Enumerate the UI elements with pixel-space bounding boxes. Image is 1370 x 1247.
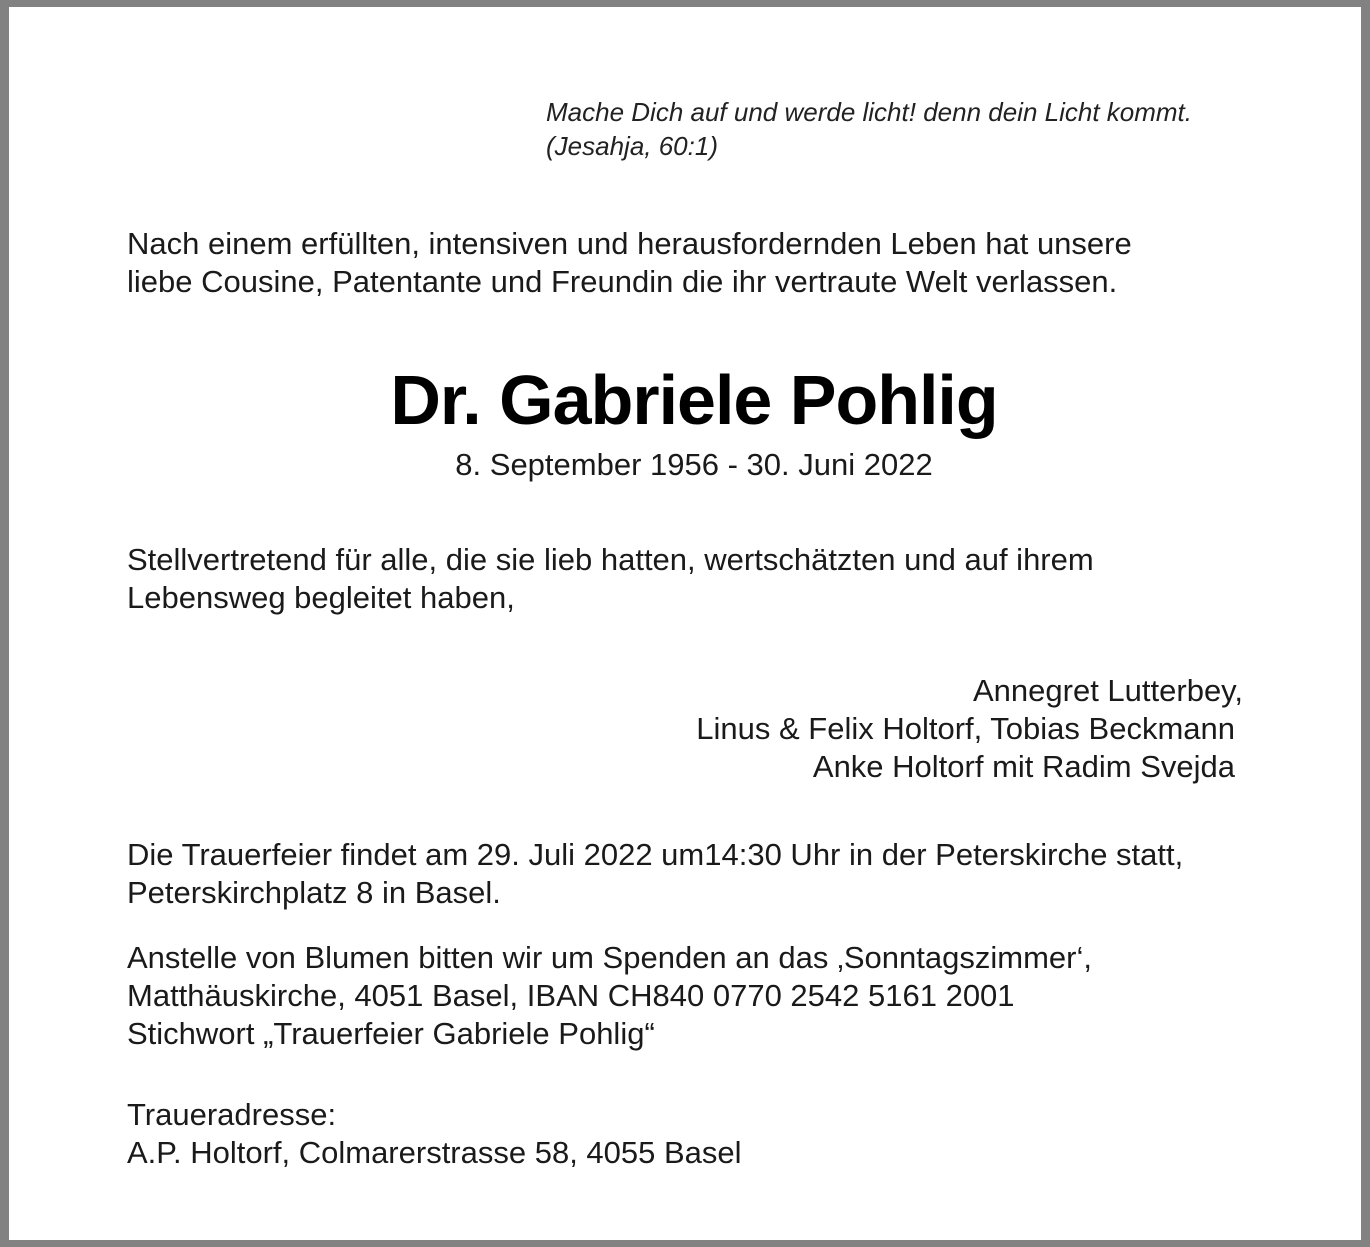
representation-paragraph	[127, 541, 1094, 617]
donation-line-3: Stichwort „Trauerfeier Gabriele Pohlig“	[127, 1016, 655, 1051]
bible-quote-source: (Jesahja, 60:1)	[546, 131, 718, 161]
address-paragraph	[127, 1096, 742, 1172]
donation-line-2: Matthäuskirche, 4051 Basel, IBAN CH840 0770 2542 5161 2001	[127, 978, 1015, 1013]
intro-line-2: liebe Cousine, Patentante und Freundin die ihr vertraute Welt verlassen.	[127, 264, 1118, 299]
ceremony-line-1: Die Trauerfeier findet am 29. Juli 2022 um14:30 Uhr in der Peterskirche statt,	[127, 837, 1184, 872]
deceased-name: Dr. Gabriele Pohlig	[390, 361, 998, 439]
bible-quote-text: Mache Dich auf und werde licht! denn dein Licht kommt.	[546, 97, 1193, 127]
ceremony-line-2: Peterskirchplatz 8 in Basel.	[127, 875, 501, 910]
donation-line-1: Anstelle von Blumen bitten wir um Spenden an das ‚Sonntagszimmer‘,	[127, 940, 1092, 975]
representation-line-2: Lebensweg begleitet haben,	[127, 580, 515, 615]
representation-line-1: Stellvertretend für alle, die sie lieb hatten, wertschätzten und auf ihrem	[127, 542, 1094, 577]
address-value: A.P. Holtorf, Colmarerstrasse 58, 4055 Basel	[127, 1135, 742, 1170]
donation-paragraph	[127, 939, 1092, 1053]
signer: Anke Holtorf mit Radim Svejda	[812, 749, 1235, 784]
signers-list	[696, 672, 1243, 786]
address-label: Traueradresse:	[127, 1097, 337, 1132]
signer: Linus & Felix Holtorf, Tobias Beckmann	[696, 711, 1235, 746]
intro-paragraph	[127, 225, 1132, 301]
intro-line-1: Nach einem erfüllten, intensiven und herausfordernden Leben hat unsere	[127, 226, 1132, 261]
bible-quote	[546, 95, 1192, 163]
signer: Annegret Lutterbey,	[973, 673, 1243, 708]
ceremony-paragraph	[127, 836, 1183, 912]
life-dates: 8. September 1956 - 30. Juni 2022	[455, 447, 933, 482]
